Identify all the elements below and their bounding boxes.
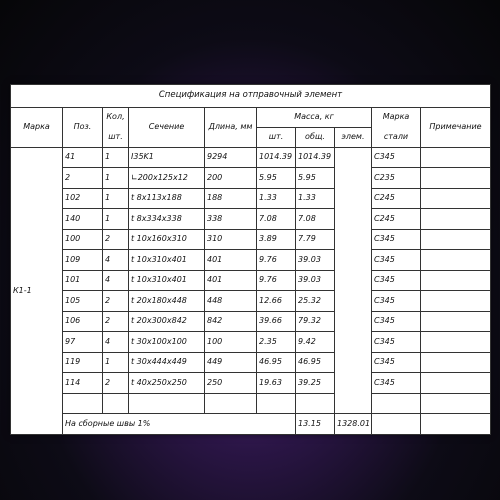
- section-cell: t 20х180х448: [129, 291, 205, 312]
- quantity-cell: 4: [103, 250, 129, 271]
- note-cell: [421, 188, 491, 209]
- section-cell: t 10х310х401: [129, 250, 205, 271]
- note-cell: [421, 168, 491, 189]
- section-cell: t 10х160х310: [129, 229, 205, 250]
- header-section: Сечение: [129, 107, 205, 147]
- table-row: [11, 209, 491, 230]
- section-cell: t 8х113х188: [129, 188, 205, 209]
- empty-cell: [296, 393, 335, 414]
- mass-unit-cell: 1.33: [257, 188, 296, 209]
- empty-cell: [257, 393, 296, 414]
- steel-grade-cell: С345: [372, 332, 421, 353]
- table-row: [11, 352, 491, 373]
- table-row: [11, 147, 491, 168]
- mass-total-cell: 39.03: [296, 250, 335, 271]
- length-cell: 449: [205, 352, 257, 373]
- position-cell: 100: [63, 229, 103, 250]
- length-cell: 338: [205, 209, 257, 230]
- note-cell: [421, 250, 491, 271]
- mass-total-cell: 1.33: [296, 188, 335, 209]
- steel-grade-cell: С345: [372, 291, 421, 312]
- header-quantity-line2: шт.: [103, 128, 129, 148]
- mass-total-cell: 7.08: [296, 209, 335, 230]
- mass-unit-cell: 46.95: [257, 352, 296, 373]
- mass-total-cell: 5.95: [296, 168, 335, 189]
- section-cell: t 40х250х250: [129, 373, 205, 394]
- welds-mass-total: 13.15: [296, 414, 335, 435]
- section-cell: t 8х334х338: [129, 209, 205, 230]
- position-cell: 41: [63, 147, 103, 168]
- length-cell: 250: [205, 373, 257, 394]
- note-cell: [421, 311, 491, 332]
- mass-total-cell: 79.32: [296, 311, 335, 332]
- section-cell: t 30х444х449: [129, 352, 205, 373]
- table-row: [11, 373, 491, 394]
- empty-cell: [205, 393, 257, 414]
- note-cell: [421, 209, 491, 230]
- table-title: Спецификация на отправочный элемент: [11, 85, 491, 108]
- mass-total-cell: 25.32: [296, 291, 335, 312]
- empty-row: [11, 393, 491, 414]
- position-cell: 105: [63, 291, 103, 312]
- mass-unit-cell: 9.76: [257, 270, 296, 291]
- mass-unit-cell: 2.35: [257, 332, 296, 353]
- mass-total-cell: 1014.39: [296, 147, 335, 168]
- header-mass-unit: шт.: [257, 128, 296, 148]
- table-row: [11, 250, 491, 271]
- empty-cell: [63, 393, 103, 414]
- length-cell: 200: [205, 168, 257, 189]
- position-cell: 101: [63, 270, 103, 291]
- length-cell: 401: [205, 270, 257, 291]
- mass-element-cell: [335, 147, 372, 414]
- header-mass: Масса, кг: [257, 107, 372, 128]
- table-row: [11, 270, 491, 291]
- mass-total-cell: 39.03: [296, 270, 335, 291]
- mass-total-cell: 9.42: [296, 332, 335, 353]
- empty-cell: [103, 393, 129, 414]
- table-row: [11, 291, 491, 312]
- length-cell: 188: [205, 188, 257, 209]
- position-cell: 97: [63, 332, 103, 353]
- table-row: [11, 229, 491, 250]
- quantity-cell: 2: [103, 229, 129, 250]
- specification-table: [10, 84, 491, 435]
- steel-grade-cell: С345: [372, 270, 421, 291]
- header-mass-element: элем.: [335, 128, 372, 148]
- header-mark: Марка: [11, 107, 63, 147]
- mass-unit-cell: 5.95: [257, 168, 296, 189]
- mass-unit-cell: 3.89: [257, 229, 296, 250]
- steel-grade-cell: С345: [372, 311, 421, 332]
- quantity-cell: 1: [103, 209, 129, 230]
- empty-cell: [372, 414, 421, 435]
- length-cell: 842: [205, 311, 257, 332]
- group-mark-cell: К1-1: [11, 147, 63, 434]
- steel-grade-cell: С345: [372, 147, 421, 168]
- note-cell: [421, 352, 491, 373]
- position-cell: 140: [63, 209, 103, 230]
- note-cell: [421, 332, 491, 353]
- empty-cell: [421, 393, 491, 414]
- length-cell: 100: [205, 332, 257, 353]
- mass-unit-cell: 1014.39: [257, 147, 296, 168]
- steel-grade-cell: С345: [372, 352, 421, 373]
- mass-unit-cell: 39.66: [257, 311, 296, 332]
- table-row: [11, 168, 491, 189]
- header-mass-total: общ.: [296, 128, 335, 148]
- quantity-cell: 1: [103, 168, 129, 189]
- note-cell: [421, 270, 491, 291]
- length-cell: 401: [205, 250, 257, 271]
- section-cell: t 20х300х842: [129, 311, 205, 332]
- note-cell: [421, 229, 491, 250]
- empty-cell: [421, 414, 491, 435]
- mass-unit-cell: 19.63: [257, 373, 296, 394]
- length-cell: 9294: [205, 147, 257, 168]
- section-cell: t 10х310х401: [129, 270, 205, 291]
- section-cell: t 30х100х100: [129, 332, 205, 353]
- quantity-cell: 4: [103, 332, 129, 353]
- quantity-cell: 1: [103, 188, 129, 209]
- position-cell: 109: [63, 250, 103, 271]
- section-cell: ∟200х125х12: [129, 168, 205, 189]
- mass-total-cell: 39.25: [296, 373, 335, 394]
- mass-unit-cell: 9.76: [257, 250, 296, 271]
- position-cell: 114: [63, 373, 103, 394]
- empty-cell: [372, 393, 421, 414]
- length-cell: 448: [205, 291, 257, 312]
- empty-cell: [129, 393, 205, 414]
- length-cell: 310: [205, 229, 257, 250]
- welds-label: На сборные швы 1%: [63, 414, 296, 435]
- element-mass-total: 1328.01: [335, 414, 372, 435]
- steel-grade-cell: С245: [372, 209, 421, 230]
- header-steel-line2: стали: [372, 128, 421, 148]
- steel-grade-cell: С235: [372, 168, 421, 189]
- mass-unit-cell: 7.08: [257, 209, 296, 230]
- note-cell: [421, 147, 491, 168]
- quantity-cell: 4: [103, 270, 129, 291]
- quantity-cell: 1: [103, 352, 129, 373]
- table-row: [11, 188, 491, 209]
- table-row: [11, 311, 491, 332]
- steel-grade-cell: С345: [372, 373, 421, 394]
- specification-sheet: [10, 84, 490, 435]
- note-cell: [421, 373, 491, 394]
- steel-grade-cell: С345: [372, 229, 421, 250]
- quantity-cell: 2: [103, 311, 129, 332]
- header-note: Примечание: [421, 107, 491, 147]
- steel-grade-cell: С345: [372, 250, 421, 271]
- position-cell: 119: [63, 352, 103, 373]
- section-cell: I35K1: [129, 147, 205, 168]
- mass-unit-cell: 12.66: [257, 291, 296, 312]
- mass-total-cell: 7.79: [296, 229, 335, 250]
- summary-row: [11, 414, 491, 435]
- table-row: [11, 332, 491, 353]
- header-quantity-line1: Кол,: [103, 107, 129, 128]
- position-cell: 102: [63, 188, 103, 209]
- position-cell: 106: [63, 311, 103, 332]
- mass-total-cell: 46.95: [296, 352, 335, 373]
- note-cell: [421, 291, 491, 312]
- position-cell: 2: [63, 168, 103, 189]
- quantity-cell: 2: [103, 373, 129, 394]
- header-position: Поз.: [63, 107, 103, 147]
- quantity-cell: 2: [103, 291, 129, 312]
- header-length: Длина, мм: [205, 107, 257, 147]
- steel-grade-cell: С245: [372, 188, 421, 209]
- header-steel-line1: Марка: [372, 107, 421, 128]
- quantity-cell: 1: [103, 147, 129, 168]
